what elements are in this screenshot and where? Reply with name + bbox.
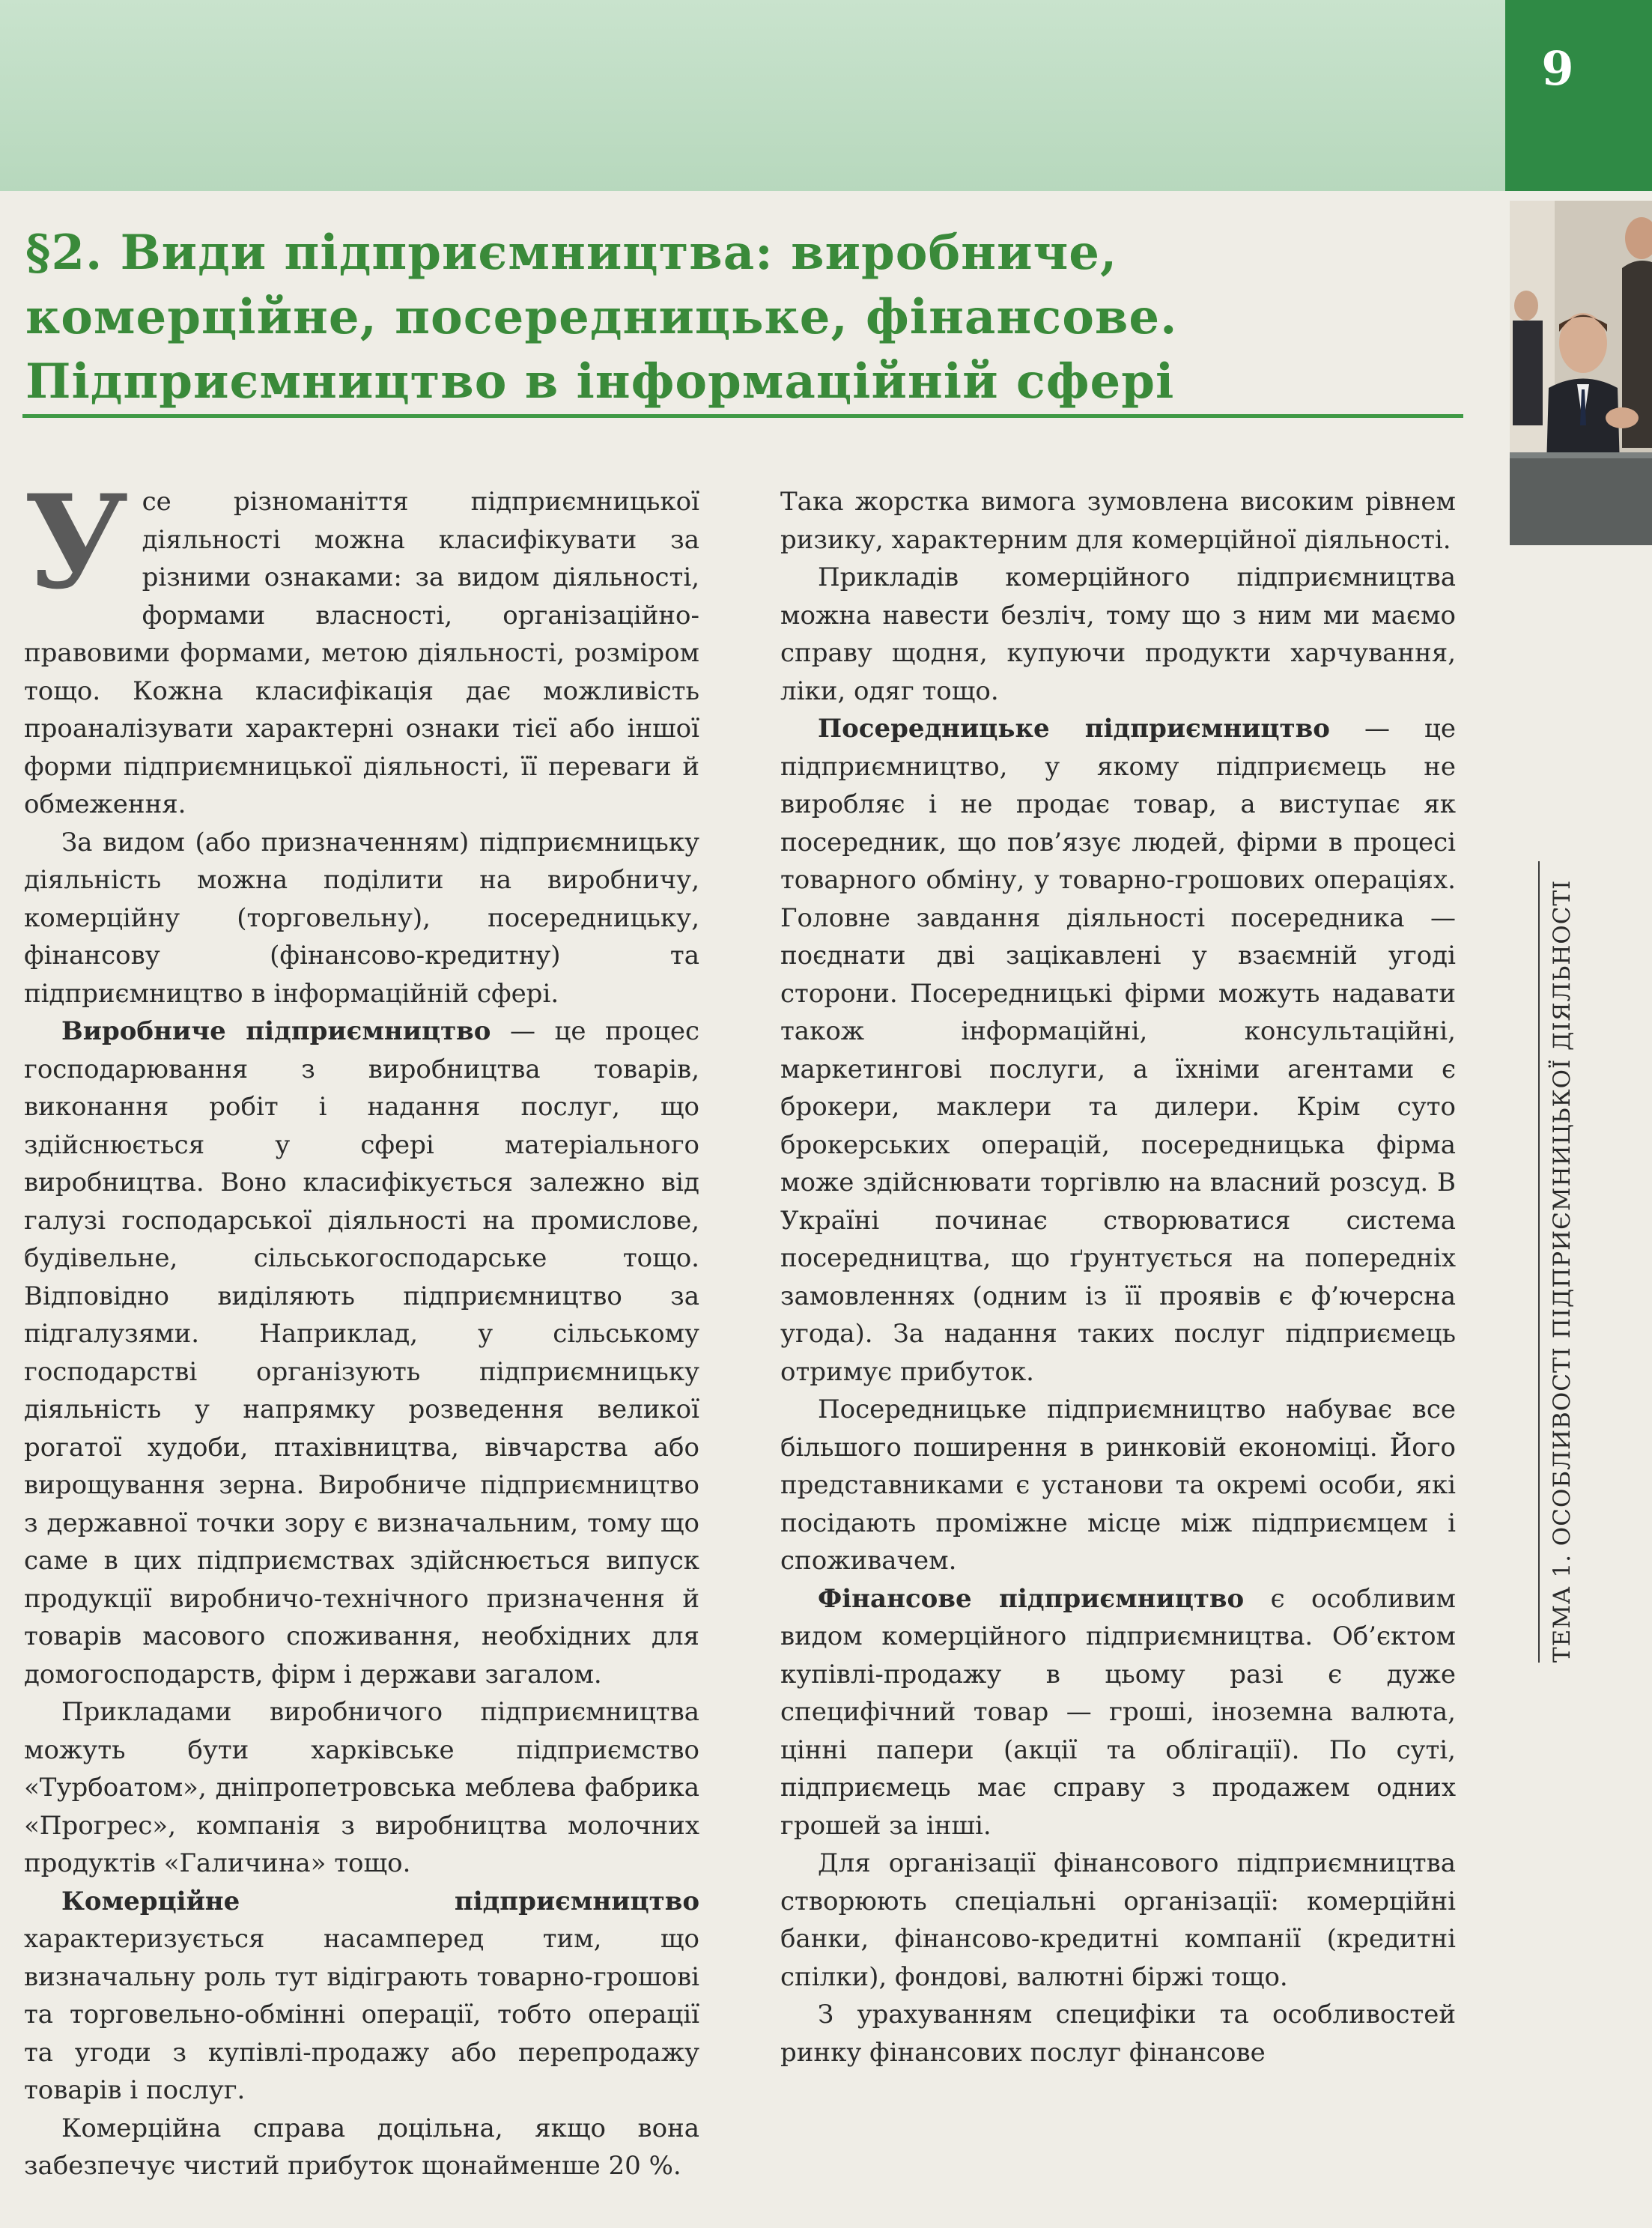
paragraph	[24, 1883, 699, 2110]
title-line-1: §2. Види підприємництва: виробниче,	[25, 225, 1118, 281]
title-line-3: Підприємництво в інформаційній сфері	[25, 353, 1175, 410]
paragraph: Прикладів комерційного підприємництва можна навести безліч, тому що з ним ми маємо справу щодня, купуючи продукти харчування, ліки, одяг тощо.	[780, 562, 1456, 706]
title-line-2: комерційне, посередницьке, фінансове.	[25, 289, 1178, 345]
term: Фінансове підприємництво	[818, 1583, 1245, 1614]
paragraph: Комерційна справа доцільна, якщо вона забезпечує чистий прибуток щонайменше 20 %.	[24, 2113, 699, 2181]
business-meeting-photo	[1510, 201, 1652, 545]
paragraph	[24, 1013, 699, 1693]
paragraph-text: — це підприємництво, у якому підприємець не виробляє і не продає товар, а виступає як посередник, що пов’язує людей, фірми в процесі товарного обміну, у товарно-грошових операціях. Головне завдання діяльності посередника — поєднати дві зацікавлені у взаємній угоді сторони. Посередницькі фірми можуть надавати також інформаційні, консультаційні, маркетингові послуги, а їхніми агентами є брокери, маклери та дилери. Крім суто брокерських операцій, посередницька фірма може здійснювати торгівлю на власний розсуд. В Україні починає створюватися система посередництва, що ґрунтується на попередніх замовленнях (одним із її проявів є ф’ючерсна угода). За надання таких послуг підприємець отримує прибуток.	[780, 714, 1456, 1387]
title-rule	[22, 414, 1463, 418]
paragraph	[24, 466, 699, 824]
paragraph-text: характеризується насамперед тим, що визначальну роль тут відіграють товарно-грошові та торговельно-обмінні операції, тобто операції та угоди з купівлі-продажу або перепродажу товарів і послуг.	[24, 1924, 699, 2105]
header-band	[0, 0, 1505, 191]
paragraph: За видом (або призначенням) підприємницьку діяльність можна поділити на виробничу, комерційну (торговельну), посередницьку, фінансову (фінансово-кредитну) та підприємництво в інформаційній сфері.	[24, 827, 699, 1009]
term: Комерційне підприємництво	[61, 1886, 699, 1916]
sidebar-topic-label: ТЕМА 1. ОСОБЛИВОСТІ ПІДПРИЄМНИЦЬКОЇ ДІЯЛЬНОСТІ	[1549, 879, 1576, 1663]
term: Виробниче підприємництво	[61, 1016, 491, 1046]
left-column	[24, 466, 699, 2185]
page-number: 9	[1541, 41, 1574, 96]
paragraph: Прикладами виробничого підприємництва можуть бути харківське підприємство «Турбоатом», дніпропетровська меблева фабрика «Прогрес», компанія з виробництва молочних продуктів «Галичина» тощо.	[24, 1697, 699, 1878]
paragraph: З урахуванням специфіки та особливостей ринку фінансових послуг фінансове	[780, 2000, 1456, 2068]
paragraph: Посередницьке підприємництво набуває все більшого поширення в ринковій економіці. Його представниками є установи та окремі особи, які посідають проміжне місце між підприємцем і споживачем.	[780, 1394, 1456, 1576]
paragraph: Для організації фінансового підприємництва створюють спеціальні організації: комерційні банки, фінансово-кредитні компанії (кредитні спілки), фондові, валютні біржі тощо.	[780, 1848, 1456, 1992]
paragraph	[780, 1580, 1456, 1845]
term: Посередницьке підприємництво	[818, 714, 1330, 744]
paragraph: Така жорстка вимога зумовлена високим рівнем ризику, характерним для комерційної діяльності.	[780, 487, 1456, 555]
paragraph-text: є особливим видом комерційного підприємництва. Об’єктом купівлі-продажу в цьому разі є дуже специфічний товар — гроші, іноземна валюта, цінні папери (акції та облігації). По суті, підприємець має справу з продажем одних грошей за інші.	[780, 1583, 1456, 1841]
paragraph-text: — це процес господарювання з виробництва товарів, виконання робіт і надання послуг, що здійснюється у сфері матеріального виробництва. Воно класифікується залежно від галузі господарської діяльності на промислове, будівельне, сільськогосподарське тощо. Відповідно виділяють підприємництво за підгалузями. Наприклад, у сільському господарстві організують підприємницьку діяльність у напрямку розведення великої рогатої худоби, птахівництва, вівчарства або вирощування зерна. Виробниче підприємництво з державної точки зору є визначальним, тому що саме в цих підприємствах здійснюється випуск продукції виробничо-технічного призначення й товарів масового споживання, необхідних для домогосподарств, фірм і держави загалом.	[24, 1016, 699, 1690]
sidebar-rule	[1538, 861, 1540, 1663]
drop-cap: У	[24, 466, 129, 618]
paragraph-text: се різноманіття підприємницької діяльності можна класифікувати за різними ознаками: за видом діяльності, формами власності, організаційно-правовими формами, метою діяльності, розміром тощо. Кожна класифікація дає можливість проаналізувати характерні ознаки тієї або іншої форми підприємницької діяльності, її переваги й обмеження.	[24, 487, 699, 819]
paragraph	[780, 710, 1456, 1391]
right-column	[780, 483, 1456, 2071]
section-title	[25, 221, 1463, 414]
